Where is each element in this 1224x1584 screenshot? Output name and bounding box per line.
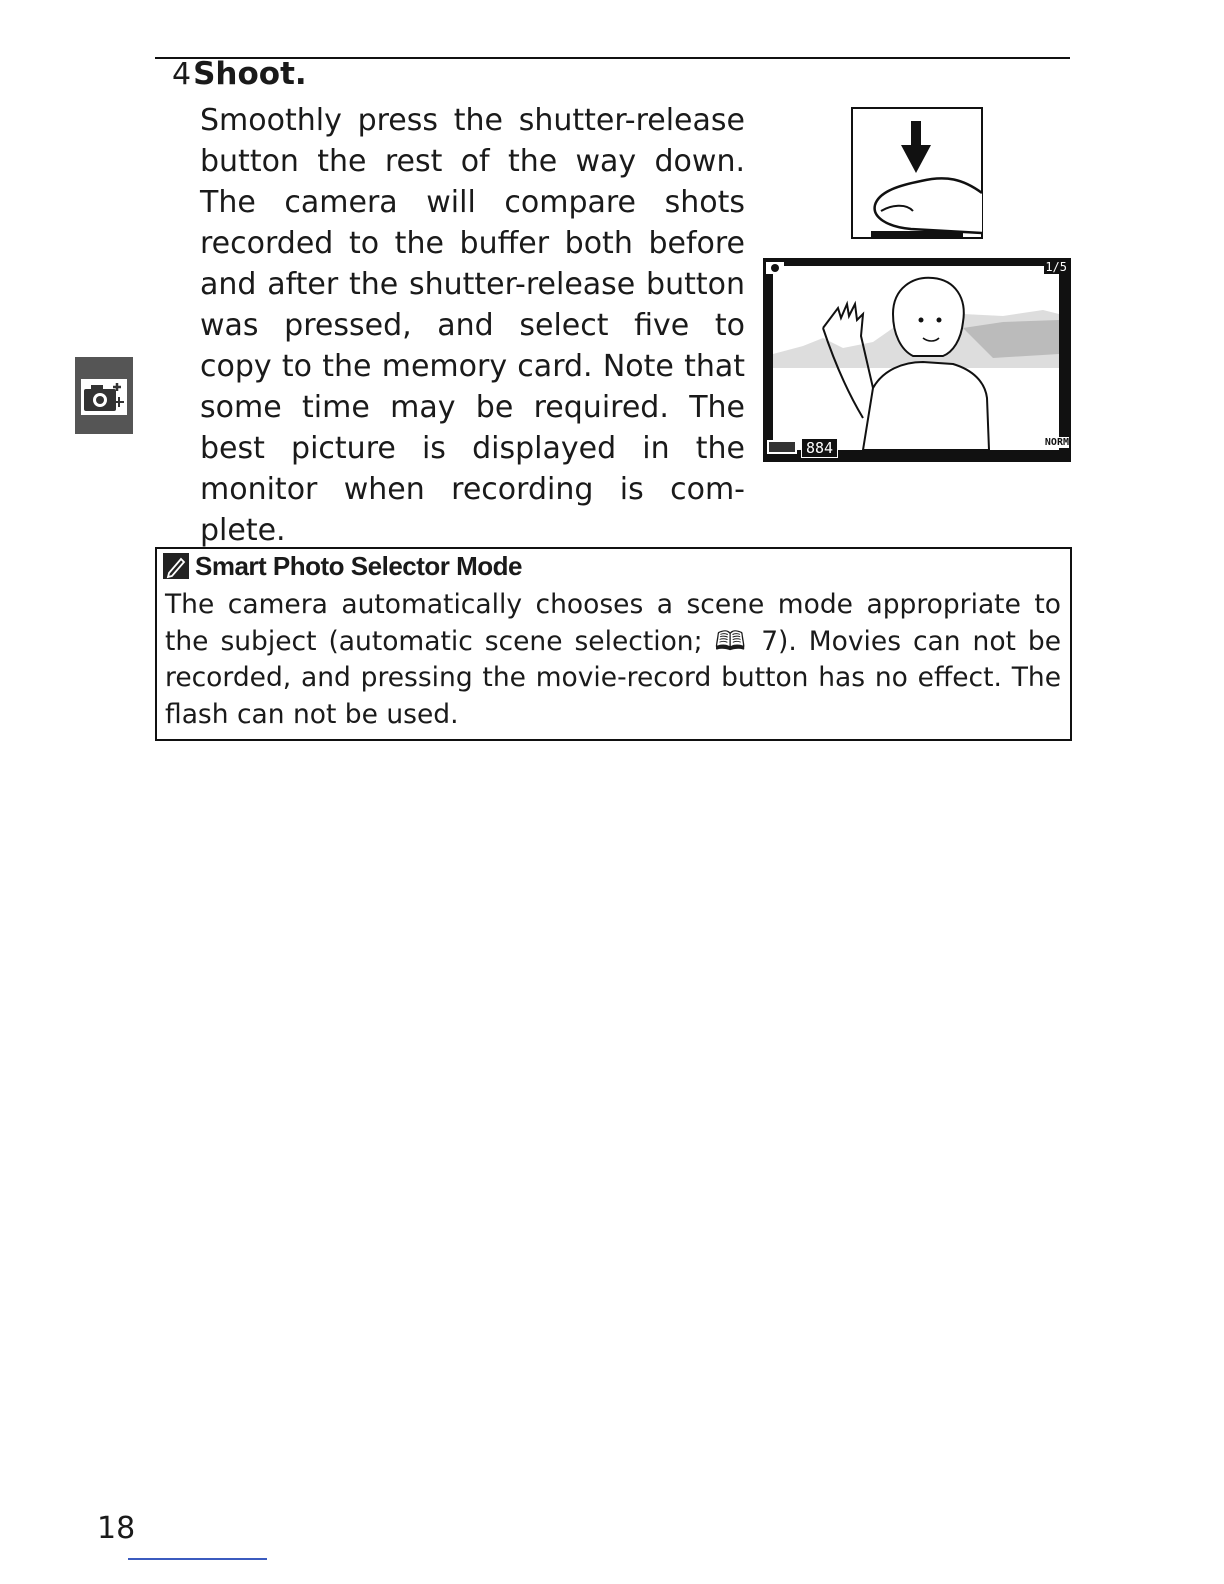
step-body-text: Smoothly press the shutter-release button the rest of the way down. The camera will compare shots recorded to the buffer both before and after the shutter-release button was pressed, and select five to copy to the memory card. Note that some time may be required. The best picture is displayed in the monitor when recording is com-plete. xyxy=(200,103,745,548)
pencil-icon xyxy=(163,553,189,579)
image-quality: NORM xyxy=(1044,437,1069,448)
step-title: Shoot. xyxy=(193,56,307,92)
camera-monitor-illustration xyxy=(763,258,1071,462)
smart-photo-selector-icon xyxy=(81,379,127,415)
note-body-text: The camera automatically chooses a scene mode appropriate to the subject (automatic scene selection; 🕮 7). Movies can not be recorded, and pressing the movie-record button has no effect. The flash can not be used. xyxy=(165,589,1061,730)
step-number: 4 xyxy=(172,57,192,92)
shutter-release-press-icon xyxy=(851,107,983,239)
page-number: 18 xyxy=(97,1511,136,1546)
footer-link-underline xyxy=(128,1558,267,1560)
frame-counter: 1/5 xyxy=(1045,260,1067,274)
battery-icon xyxy=(767,440,797,454)
step-heading xyxy=(172,56,307,92)
note-title xyxy=(163,551,522,582)
shots-remaining: 884 xyxy=(801,438,838,458)
note-title-text: Smart Photo Selector Mode xyxy=(195,551,522,581)
side-chapter-tab xyxy=(75,357,133,434)
